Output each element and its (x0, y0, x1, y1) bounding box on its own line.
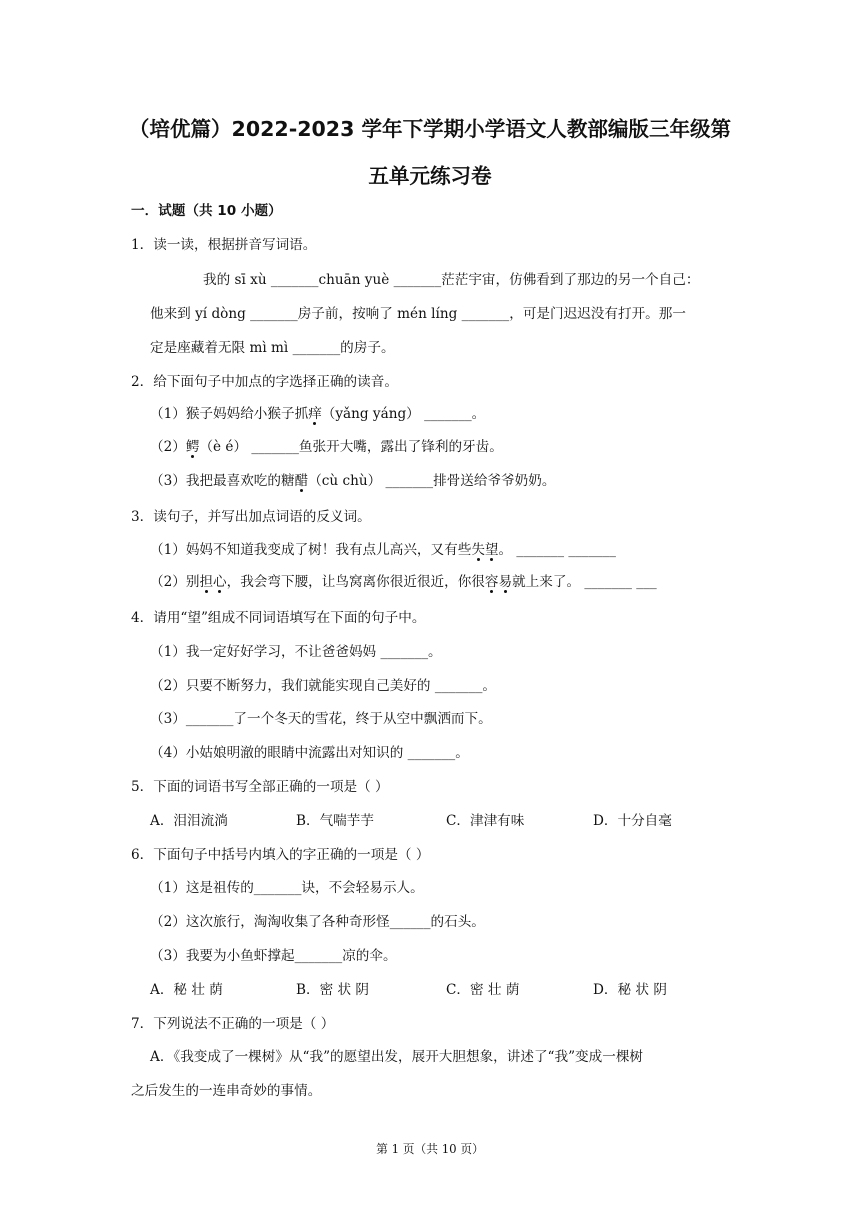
q3-s1-dotted-char-2: 望 (484, 542, 499, 558)
document-title-line-1: （培优篇）2022-2023 学年下学期小学语文人教部编版三年级第 (128, 117, 732, 141)
q2-s3-dotted-char: 醋 (294, 473, 309, 489)
q3-prompt: 3．读句子，并写出加点词语的反义词。 (131, 509, 371, 525)
q7-option-a-line-2: 之后发生的一连串奇妙的事情。 (131, 1083, 322, 1099)
q2-s2-before: （2） (150, 439, 186, 455)
q1-text-line-2: 他来到 yí dòng _______房子前，按响了 mén líng _______，可是门迟迟没有打开。那一 (150, 306, 686, 322)
q2-sentence-1 (150, 404, 485, 424)
q7-option-a-line-1: A．《我变成了一棵树》从“我”的愿望出发，展开大胆想象，讲述了“我”变成一棵树 (150, 1049, 644, 1065)
q3-s2-dotted-char-4: 易 (498, 574, 513, 590)
q2-s3-after: （cù chù） _______排骨送给爷爷奶奶。 (308, 473, 556, 489)
q4-sentence-4: （4）小姑娘明澈的眼睛中流露出对知识的 _______。 (150, 745, 469, 761)
q2-sentence-3 (150, 471, 555, 491)
q2-s2-dotted-char: 鳄 (185, 439, 200, 455)
q3-sentence-1 (150, 540, 616, 560)
q2-sentence-2 (150, 437, 503, 457)
q6-sentence-1: （1）这是祖传的_______诀，不会轻易示人。 (150, 880, 424, 896)
q3-s2-middle: ，我会弯下腰，让鸟窝离你很近很近，你很 (226, 574, 485, 590)
q3-s1-dotted-char-1: 失 (471, 542, 485, 558)
q6-option-b: B．密 状 阴 (296, 982, 370, 998)
q1-text-line-1: 我的 sī xù _______chuān yuè _______茫茫宇宙，仿佛看到了那边的另一个自己： (203, 272, 700, 288)
q6-sentence-2: （2）这次旅行，淘淘收集了各种奇形怪______的石头。 (150, 914, 485, 930)
q2-s1-dotted-char: 痒 (308, 406, 322, 422)
q3-s2-dotted-char-3: 容 (484, 574, 499, 590)
q2-prompt: 2．给下面句子中加点的字选择正确的读音。 (131, 374, 398, 390)
q3-sentence-2 (150, 572, 657, 592)
q4-sentence-1: （1）我一定好好学习，不让爸爸妈妈 _______。 (150, 644, 442, 660)
q4-prompt: 4．请用“望”组成不同词语填写在下面的句子中。 (131, 610, 426, 626)
q7-prompt: 7．下列说法不正确的一项是（ ） (131, 1016, 335, 1032)
q3-s1-after: 。 _______ _______ (498, 542, 616, 558)
q3-s1-before: （1）妈妈不知道我变成了树！我有点儿高兴，又有些 (150, 542, 472, 558)
q6-option-a: A．秘 壮 荫 (150, 982, 223, 998)
q6-option-d: D．秘 状 阴 (593, 982, 667, 998)
q6-option-c: C．密 壮 荫 (446, 982, 520, 998)
q6-prompt: 6．下面句子中括号内填入的字正确的一项是（ ） (131, 847, 430, 863)
q5-prompt: 5．下面的词语书写全部正确的一项是（ ） (131, 779, 389, 795)
q3-s2-dotted-char-2: 心 (213, 574, 227, 590)
q3-s2-before: （2）别 (150, 574, 200, 590)
q5-option-a: A．泪泪流淌 (150, 813, 228, 829)
q6-sentence-3: （3）我要为小鱼虾撑起_______凉的伞。 (150, 948, 397, 964)
q3-s2-dotted-char-1: 担 (199, 574, 214, 590)
section-heading: 一．试题（共 10 小题） (131, 203, 282, 219)
q5-option-b: B．气喘芋芋 (296, 813, 374, 829)
q2-s2-after: （è é） _______鱼张开大嘴，露出了锋利的牙齿。 (199, 439, 503, 455)
q1-prompt: 1．读一读，根据拼音写词语。 (131, 237, 317, 253)
q1-text-line-3: 定是座藏着无限 mì mì _______的房子。 (150, 340, 395, 356)
q4-sentence-3: （3）_______了一个冬天的雪花，终于从空中飘洒而下。 (150, 711, 492, 727)
q5-option-c: C．津津有味 (446, 813, 525, 829)
page-footer: 第 1 页（共 10 页） (376, 1142, 484, 1156)
q5-option-d: D．十分自毫 (593, 813, 672, 829)
q3-s2-after: 就上来了。 _______ ___ (512, 574, 657, 590)
q4-sentence-2: （2）只要不断努力，我们就能实现自己美好的 _______。 (150, 678, 497, 694)
q2-s3-before: （3）我把最喜欢吃的糖 (150, 473, 295, 489)
q2-s1-before: （1）猴子妈妈给小猴子抓 (150, 406, 309, 422)
document-title-line-2: 五单元练习卷 (368, 164, 492, 188)
q2-s1-after: （yǎng yáng） _______。 (321, 406, 486, 422)
